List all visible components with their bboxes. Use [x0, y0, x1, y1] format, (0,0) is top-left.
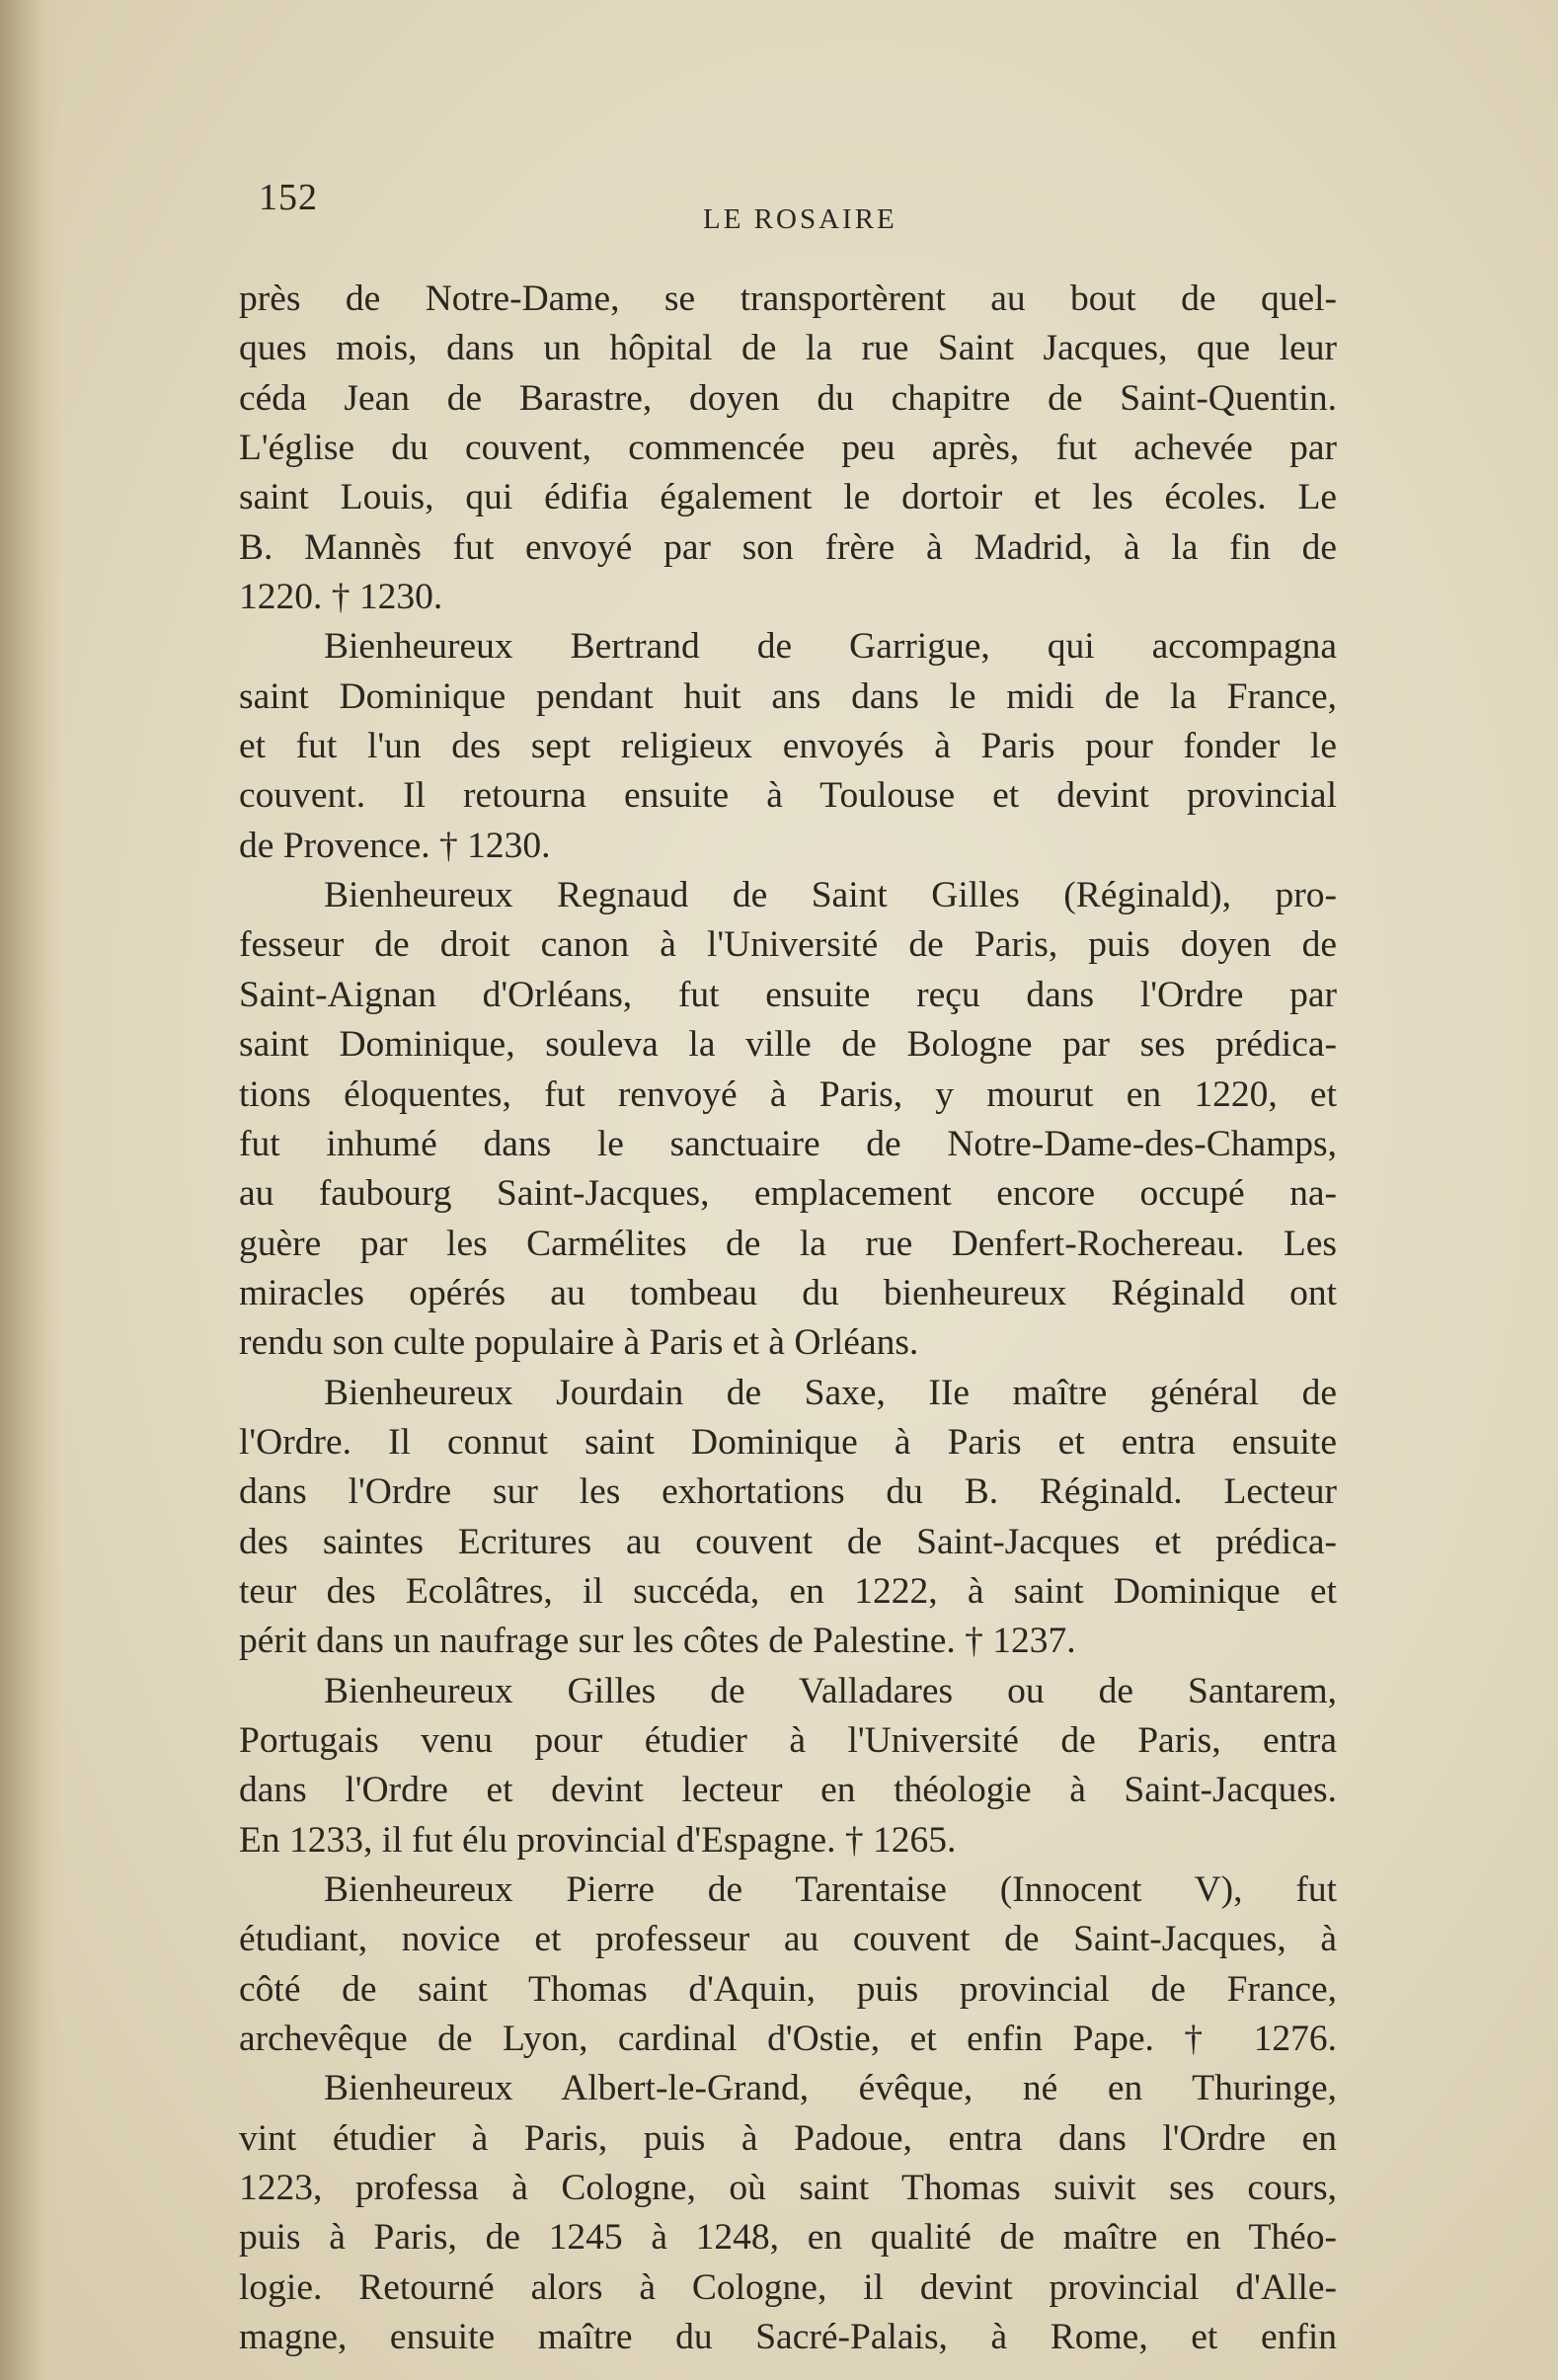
text-line: logie. Retourné alors à Cologne, il devint provincial d'Alle-	[239, 2266, 1337, 2308]
text-line: et fut l'un des sept religieux envoyés à Paris pour fonder le	[239, 726, 1337, 767]
text-line: magne, ensuite maître du Sacré-Palais, à Rome, et enfin	[239, 2317, 1337, 2358]
text-line: rendu son culte populaire à Paris et à Orléans.	[239, 1322, 919, 1364]
text-line: L'église du couvent, commencée peu après, fut achevée par	[239, 428, 1337, 469]
text-line: côté de saint Thomas d'Aquin, puis provincial de France,	[239, 1968, 1337, 2010]
text-line: saint Dominique pendant huit ans dans le midi de la France,	[239, 675, 1337, 717]
text-line: Portugais venu pour étudier à l'Université de Paris, entra	[239, 1719, 1337, 1761]
text-line: vint étudier à Paris, puis à Padoue, entra dans l'Ordre en	[239, 2117, 1337, 2159]
text-line: céda Jean de Barastre, doyen du chapitre de Saint-Quentin.	[239, 377, 1337, 419]
text-line: En 1233, il fut élu provincial d'Espagne. † 1265.	[239, 1819, 957, 1861]
text-line: 1223, professa à Cologne, où saint Thomas suivit ses cours,	[239, 2168, 1337, 2209]
text-line: Bienheureux Jourdain de Saxe, IIe maître général de	[324, 1372, 1337, 1413]
page-number: 152	[259, 177, 318, 218]
text-line: des saintes Ecritures au couvent de Saint-Jacques et prédica-	[239, 1521, 1337, 1562]
text-line: B. Mannès fut envoyé par son frère à Madrid, à la fin de	[239, 526, 1337, 568]
text-line: teur des Ecolâtres, il succéda, en 1222, à saint Dominique et	[239, 1570, 1337, 1612]
text-line: fut inhumé dans le sanctuaire de Notre-Dame-des-Champs,	[239, 1123, 1337, 1164]
text-line: Saint-Aignan d'Orléans, fut ensuite reçu dans l'Ordre par	[239, 974, 1337, 1015]
text-line: 1220. † 1230.	[239, 577, 443, 618]
running-title: LE ROSAIRE	[703, 203, 897, 235]
text-line: Bienheureux Albert-le-Grand, évêque, né en Thuringe,	[324, 2068, 1337, 2109]
text-line: ques mois, dans un hôpital de la rue Saint Jacques, que leur	[239, 328, 1337, 369]
page-header	[259, 176, 1335, 245]
text-line: au faubourg Saint-Jacques, emplacement encore occupé na-	[239, 1173, 1337, 1215]
text-line: miracles opérés au tombeau du bienheureux Réginald ont	[239, 1272, 1337, 1313]
binding-edge	[0, 0, 61, 2380]
text-line: guère par les Carmélites de la rue Denfert-Rochereau. Les	[239, 1223, 1337, 1264]
text-line: Bienheureux Gilles de Valladares ou de Santarem,	[324, 1670, 1337, 1711]
text-line: Bienheureux Bertrand de Garrigue, qui accompagna	[324, 626, 1337, 668]
text-line: fesseur de droit canon à l'Université de Paris, puis doyen de	[239, 924, 1337, 966]
text-line: couvent. Il retourna ensuite à Toulouse et devint provincial	[239, 775, 1337, 817]
text-line: près de Notre-Dame, se transportèrent au bout de quel-	[239, 278, 1337, 319]
text-line: tions éloquentes, fut renvoyé à Paris, y mourut en 1220, et	[239, 1073, 1337, 1115]
text-line: saint Louis, qui édifia également le dortoir et les écoles. Le	[239, 477, 1337, 518]
body-text	[239, 275, 1337, 2362]
text-line: dans l'Ordre et devint lecteur en théologie à Saint-Jacques.	[239, 1770, 1337, 1811]
text-line: périt dans un naufrage sur les côtes de Palestine. † 1237.	[239, 1621, 1076, 1662]
text-line: Bienheureux Pierre de Tarentaise (Innocent V), fut	[324, 1869, 1337, 1910]
text-line: saint Dominique, souleva la ville de Bologne par ses prédica-	[239, 1024, 1337, 1066]
text-line: étudiant, novice et professeur au couvent de Saint-Jacques, à	[239, 1919, 1337, 1960]
text-line: puis à Paris, de 1245 à 1248, en qualité de maître en Théo-	[239, 2217, 1337, 2259]
text-line: de Provence. † 1230.	[239, 825, 551, 866]
text-line: l'Ordre. Il connut saint Dominique à Paris et entra ensuite	[239, 1421, 1337, 1463]
text-line: archevêque de Lyon, cardinal d'Ostie, et enfin Pape. † 1276.	[239, 2019, 1337, 2060]
text-line: dans l'Ordre sur les exhortations du B. Réginald. Lecteur	[239, 1471, 1337, 1513]
text-line: Bienheureux Regnaud de Saint Gilles (Réginald), pro-	[324, 875, 1337, 916]
